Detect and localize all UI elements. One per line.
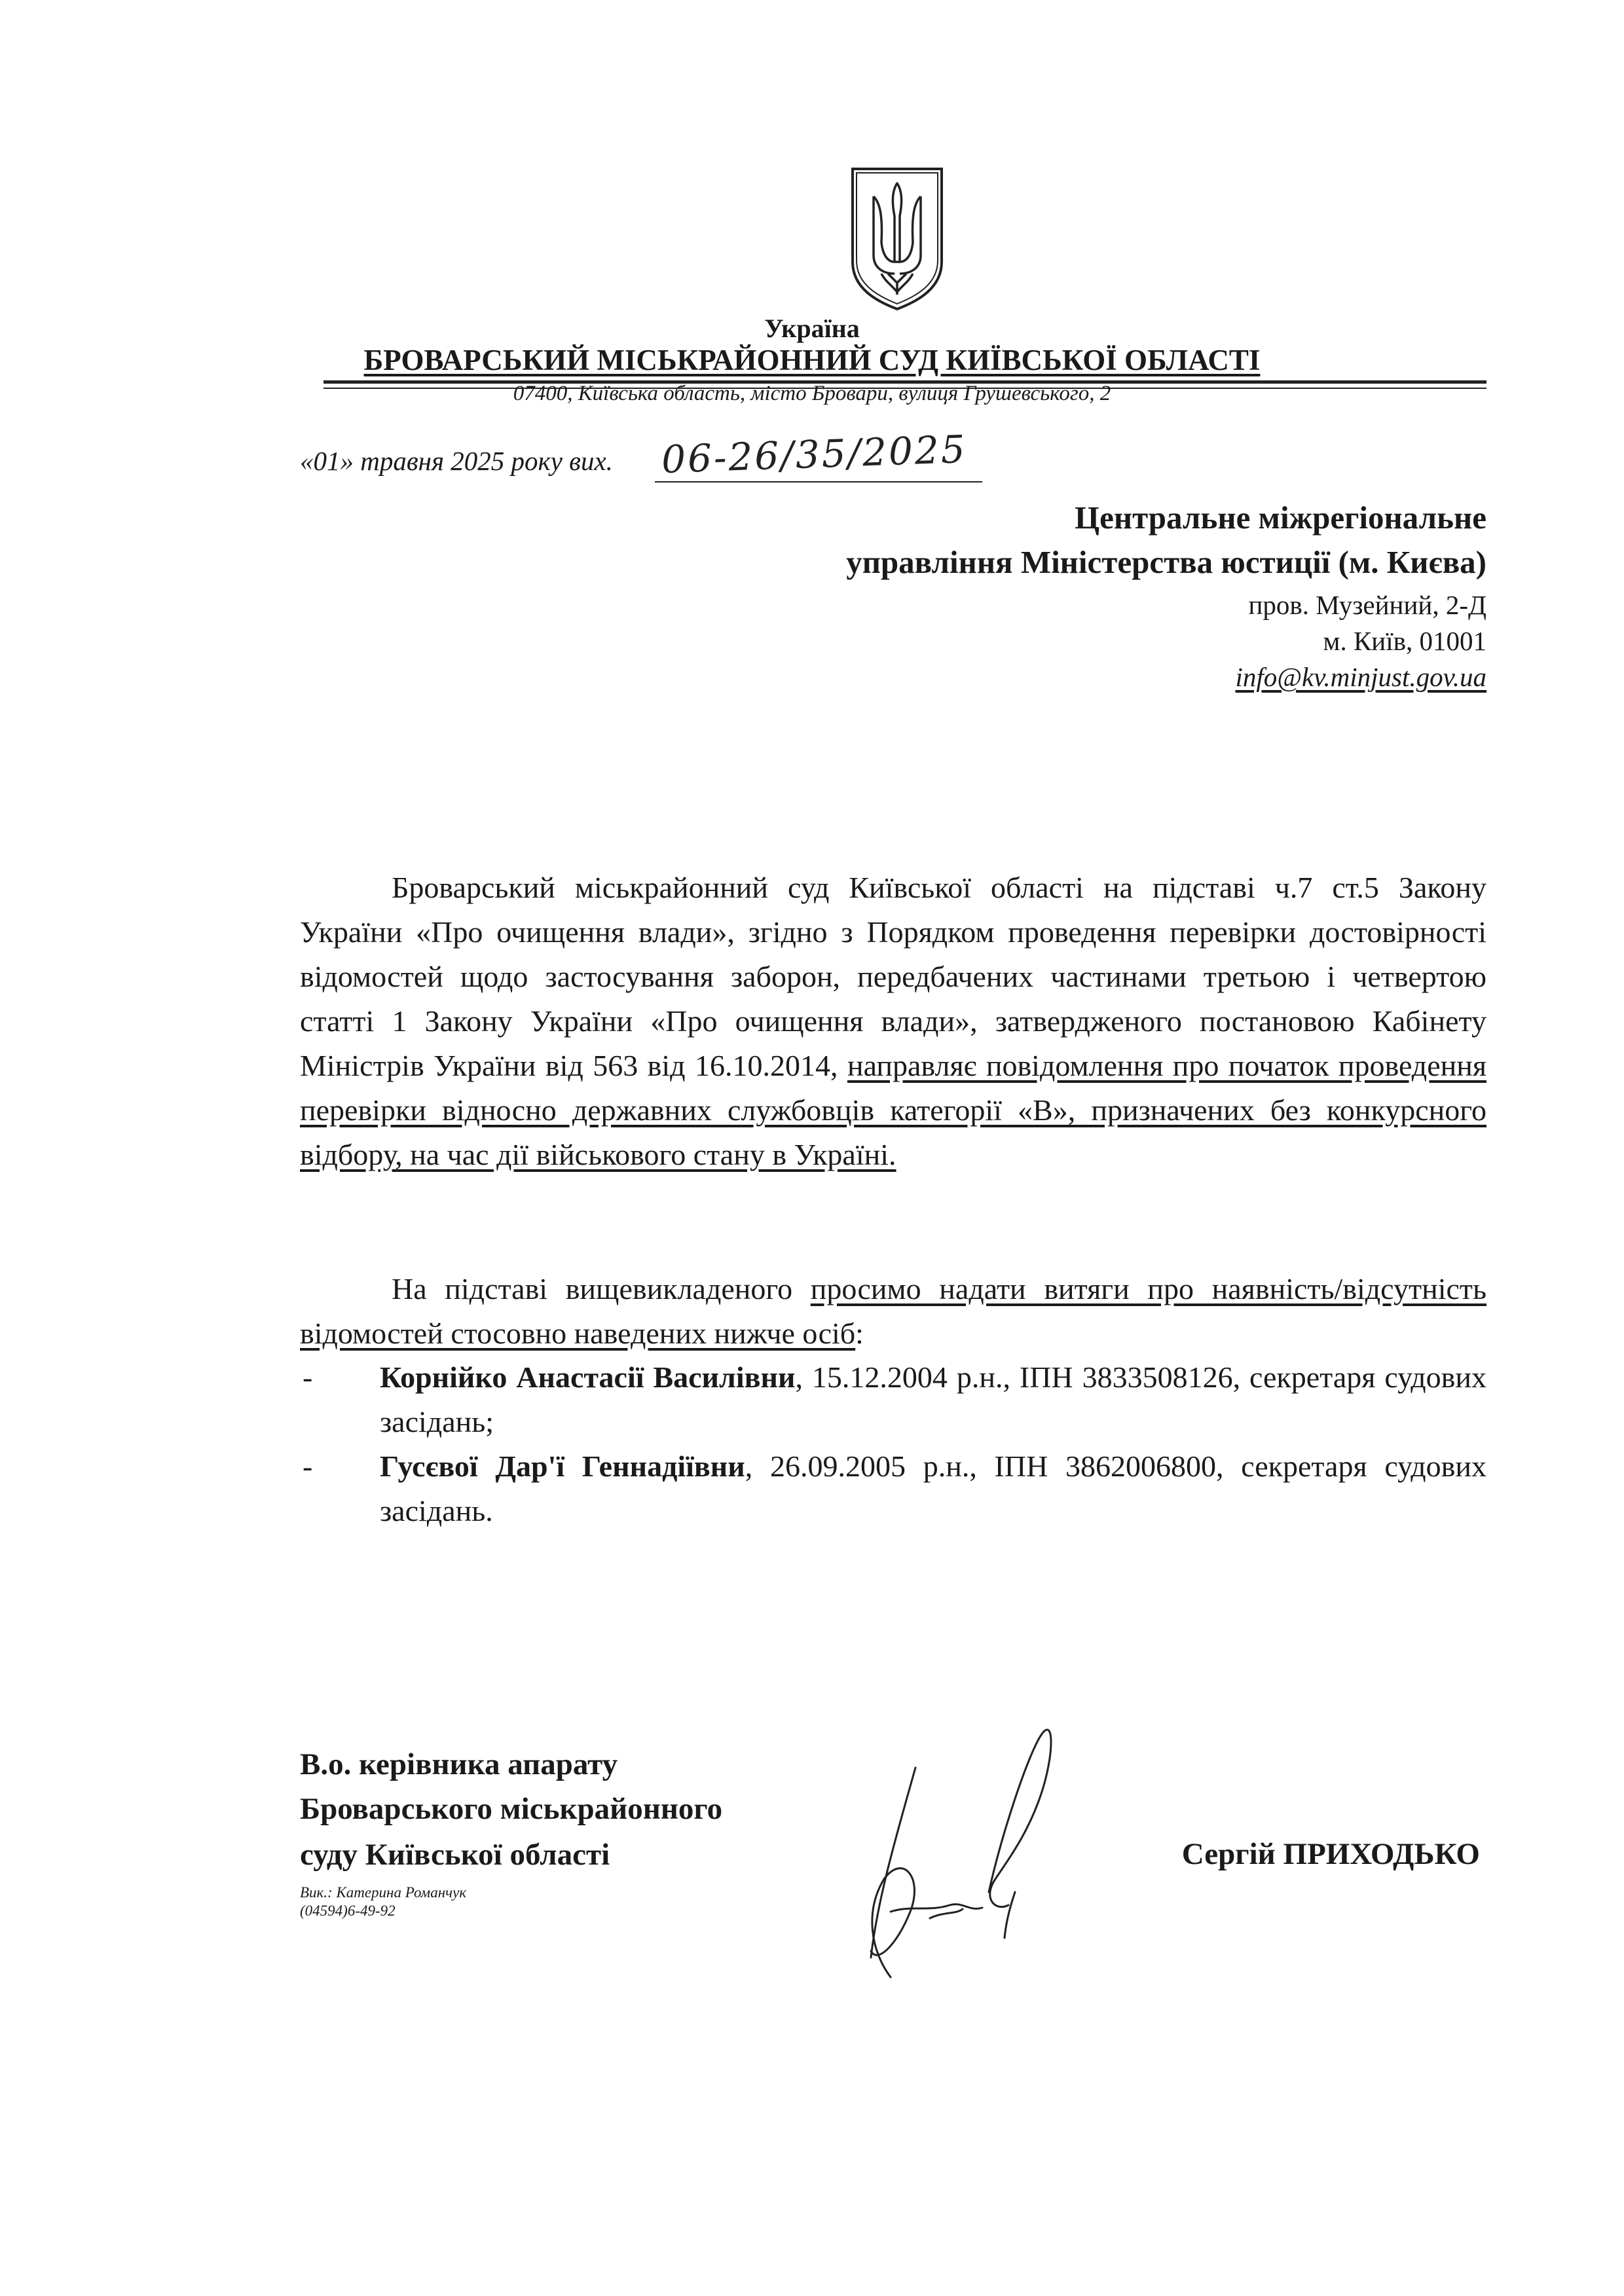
recipient-street: пров. Музейний, 2-Д (1248, 590, 1486, 620)
outgoing-number-underline (655, 481, 982, 483)
person-details: , 26.09.2005 р.н., ІПН 3862006800, секретаря судових засідань. (380, 1449, 1486, 1527)
document-date: «01» травня 2025 року вих. (300, 446, 613, 476)
person-name: Гусєвої Дар'ї Геннадіївни (380, 1449, 745, 1483)
handwritten-signature (851, 1715, 1067, 1990)
list-item (380, 1355, 1486, 1444)
para2-end: : (855, 1317, 864, 1350)
person-name: Корнійко Анастасії Василівни (380, 1360, 796, 1394)
recipient-name-line2: управління Міністерства юстиції (м. Києва) (846, 544, 1486, 580)
executor-name: Вик.: Катерина Романчук (300, 1884, 467, 1901)
persons-list (380, 1355, 1486, 1533)
para2-underlined-text: просимо надати витяги про наявність/відсутність відомостей стосовно наведених нижче осіб (300, 1272, 1486, 1350)
signatory-title-line3: суду Київської області (300, 1838, 610, 1872)
recipient-city: м. Київ, 01001 (1323, 626, 1486, 656)
country-name: Україна (764, 314, 860, 343)
recipient-email[interactable]: info@kv.minjust.gov.ua (1235, 662, 1486, 692)
signatory-title-line2: Броварського міськрайонного (300, 1792, 723, 1826)
court-name-heading: БРОВАРСЬКИЙ МІСЬКРАЙОННИЙ СУД КИЇВСЬКОЇ ОБЛАСТІ (363, 344, 1261, 376)
signer-name: Сергій ПРИХОДЬКО (1181, 1837, 1480, 1871)
recipient-name-line1: Центральне міжрегіональне (1074, 500, 1486, 536)
outgoing-number: 06-26/35/2025 (660, 426, 968, 483)
court-address: 07400, Київська область, місто Бровари, вулиця Грушевського, 2 (513, 382, 1111, 405)
body-paragraph-1 (300, 866, 1486, 1177)
para1-text: Броварський міськрайонний суд Київської області на підставі ч.7 ст.5 Закону України «Про очищення влади», згідно з Порядком проведення перевірки достовірності відомостей щодо застосування заборон, передбачених частинами третьою і четвертою статті 1 Закону України «Про очищення влади», затвердженого постановою Кабінету Міністрів України від 563 від 16.10.2014, (300, 871, 1486, 1082)
signatory-title-line1: В.о. керівника апарату (300, 1747, 618, 1781)
list-item (380, 1444, 1486, 1533)
executor-phone: (04594)6-49-92 (300, 1903, 396, 1919)
body-paragraph-2 (300, 1267, 1486, 1356)
coat-of-arms-icon (846, 164, 948, 312)
para2-text: На підставі вищевикладеного (392, 1272, 793, 1305)
person-details: , 15.12.2004 р.н., ІПН 3833508126, секретаря судових засідань; (380, 1360, 1486, 1438)
para1-underlined-text: направляє повідомлення про початок проведення перевірки відносно державних службовців категорії «В», призначених без конкурсного відбору, на час дії військового стану в Україні. (300, 1049, 1487, 1171)
